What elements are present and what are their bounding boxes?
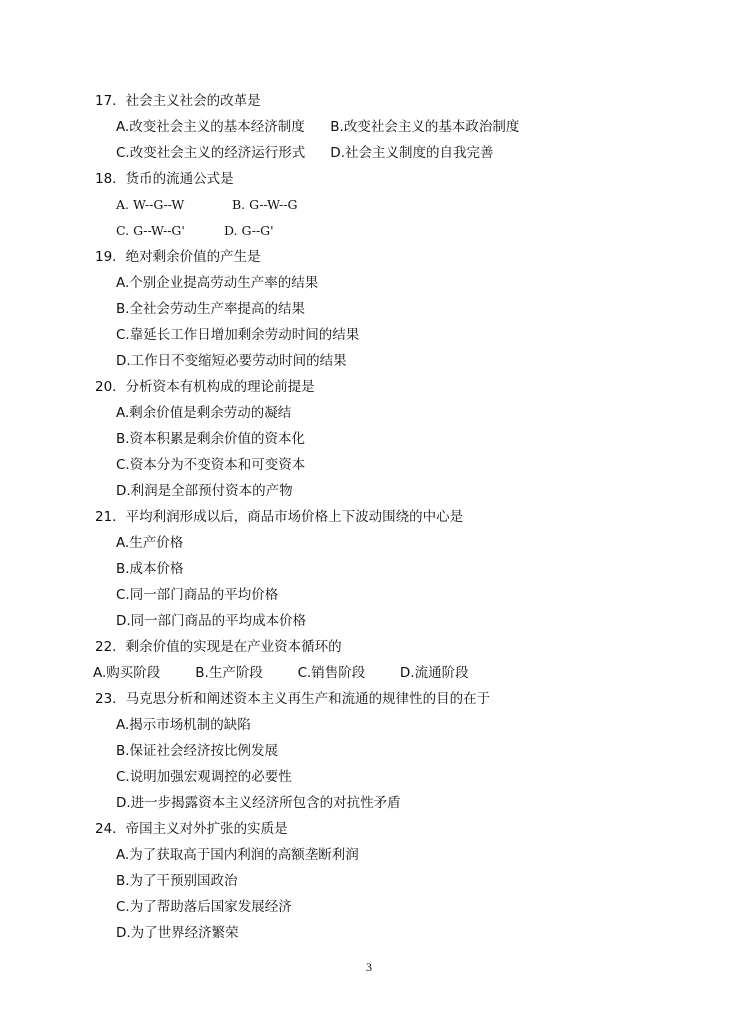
page-number: 3 bbox=[366, 960, 372, 974]
question-18-options-row-2 bbox=[0, 218, 738, 244]
option-23-a: A.揭示市场机制的缺陷 bbox=[116, 717, 251, 733]
option-20-b: B.资本积累是剩余价值的资本化 bbox=[116, 431, 306, 447]
question-17-options-row-1 bbox=[0, 114, 738, 140]
option-24-a: A.为了获取高于国内利润的高额垄断利润 bbox=[116, 847, 359, 863]
question-17-options-row-2 bbox=[0, 140, 738, 166]
question-17-stem: 17．社会主义社会的改革是 bbox=[95, 93, 261, 109]
option-22-b: B.生产阶段 bbox=[195, 665, 263, 681]
option-24-b: B.为了干预别国政治 bbox=[116, 873, 238, 889]
option-19-a: A.个别企业提高劳动生产率的结果 bbox=[116, 275, 319, 291]
option-18-a: A. W--G--W bbox=[116, 197, 185, 212]
option-20-c: C.资本分为不变资本和可变资本 bbox=[116, 457, 306, 473]
question-21-stem: 21．平均利润形成以后，商品市场价格上下波动围绕的中心是 bbox=[95, 509, 464, 525]
exam-document bbox=[0, 88, 738, 946]
option-22-a: A.购买阶段 bbox=[93, 665, 161, 681]
option-23-d: D.进一步揭露资本主义经济所包含的对抗性矛盾 bbox=[116, 795, 401, 811]
option-17-b: B.改变社会主义的基本政治制度 bbox=[330, 119, 520, 135]
question-19-stem: 19．绝对剩余价值的产生是 bbox=[95, 249, 261, 265]
option-23-b: B.保证社会经济按比例发展 bbox=[116, 743, 279, 759]
option-18-b: B. G--W--G bbox=[231, 197, 298, 212]
question-22-options-row bbox=[0, 660, 738, 686]
option-22-c: C.销售阶段 bbox=[297, 665, 366, 681]
question-24-stem: 24．帝国主义对外扩张的实质是 bbox=[95, 821, 288, 837]
option-18-d: D. G--G' bbox=[223, 223, 274, 238]
option-19-b: B.全社会劳动生产率提高的结果 bbox=[116, 301, 306, 317]
option-24-d: D.为了世界经济繁荣 bbox=[116, 925, 239, 941]
question-23-stem: 23．马克思分析和阐述资本主义再生产和流通的规律性的目的在于 bbox=[95, 691, 491, 707]
question-20-stem: 20．分析资本有机构成的理论前提是 bbox=[95, 379, 315, 395]
question-18-stem: 18．货币的流通公式是 bbox=[95, 171, 234, 187]
option-22-d: D.流通阶段 bbox=[399, 665, 469, 681]
option-21-b: B.成本价格 bbox=[116, 561, 184, 577]
option-24-c: C.为了帮助落后国家发展经济 bbox=[116, 899, 292, 915]
question-22-stem: 22．剩余价值的实现是在产业资本循环的 bbox=[95, 639, 342, 655]
option-23-c: C.说明加强宏观调控的必要性 bbox=[116, 769, 292, 785]
question-18-options-row-1 bbox=[0, 192, 738, 218]
option-17-d: D.社会主义制度的自我完善 bbox=[330, 145, 494, 161]
option-21-c: C.同一部门商品的平均价格 bbox=[116, 587, 279, 603]
option-19-d: D.工作日不变缩短必要劳动时间的结果 bbox=[116, 353, 347, 369]
option-19-c: C.靠延长工作日增加剩余劳动时间的结果 bbox=[116, 327, 360, 343]
option-20-a: A.剩余价值是剩余劳动的凝结 bbox=[116, 405, 292, 421]
option-21-a: A.生产价格 bbox=[116, 535, 184, 551]
option-17-c: C.改变社会主义的经济运行形式 bbox=[116, 145, 306, 161]
option-17-a: A.改变社会主义的基本经济制度 bbox=[116, 119, 305, 135]
option-20-d: D.利润是全部预付资本的产物 bbox=[116, 483, 293, 499]
option-21-d: D.同一部门商品的平均成本价格 bbox=[116, 613, 307, 629]
option-18-c: C. G--W--G' bbox=[116, 223, 185, 238]
